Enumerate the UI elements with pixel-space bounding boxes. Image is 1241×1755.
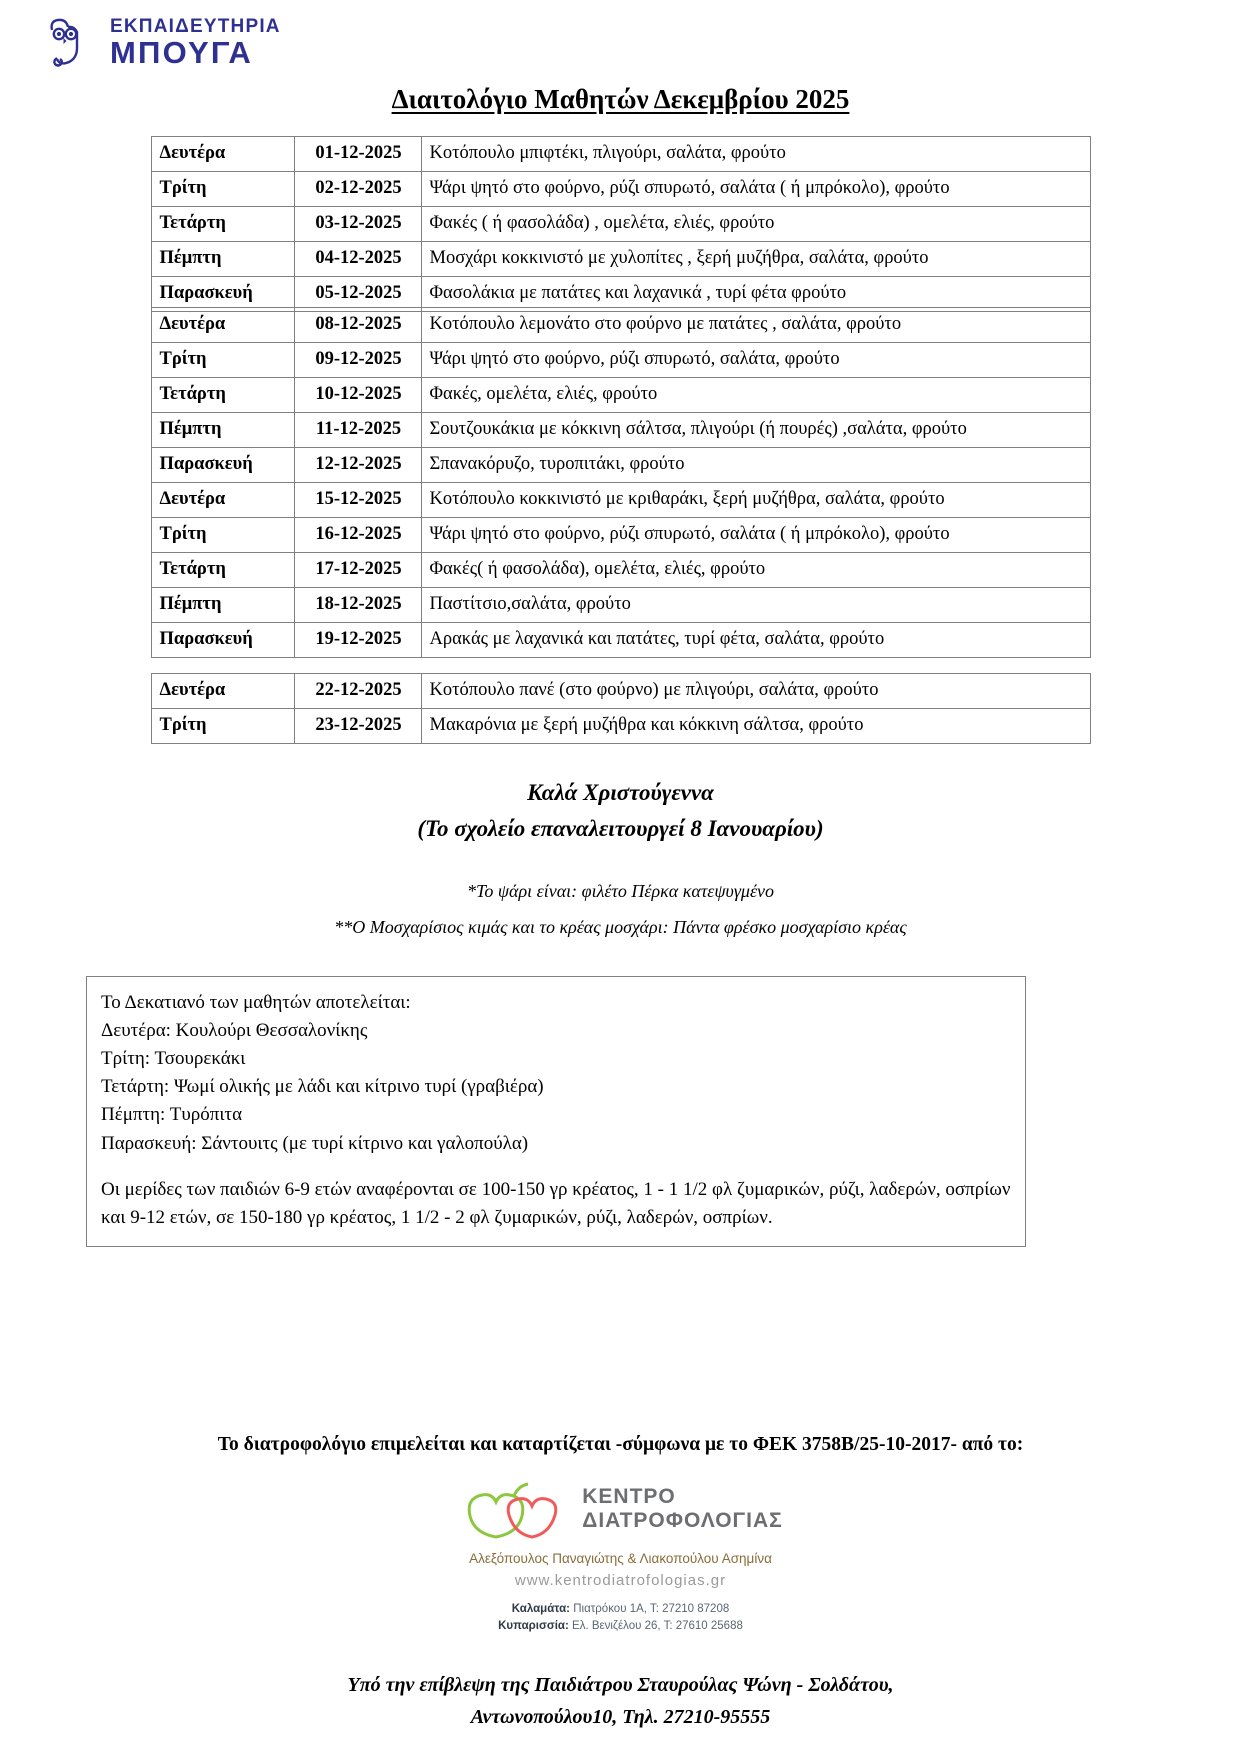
cell-meal: Μακαρόνια με ξερή μυζήθρα και κόκκινη σάλτσα, φρούτο [421, 709, 1090, 744]
portion-sizes-note: Οι μερίδες των παιδιών 6-9 ετών αναφέρονται σε 100-150 γρ κρέατος, 1 - 1 1/2 φλ ζυμαρικών, ρύζι, λαδερών, οσπρίων και 9-12 ετών, σε 150-180 γρ κρέατος, 1 1/2 - 2 φλ ζυμαρικών, ρύζι, λαδερών, οσπρίων. [101, 1178, 1011, 1228]
cell-meal: Αρακάς με λαχανικά και πατάτες, τυρί φέτα, σαλάτα, φρούτο [421, 623, 1090, 658]
cell-meal: Φακές( ή φασολάδα), ομελέτα, ελιές, φρούτο [421, 553, 1090, 588]
cell-date: 01-12-2025 [294, 137, 421, 172]
nutrition-center-name [582, 1485, 783, 1532]
nutrition-center-name-line2: ΔΙΑΤΡΟΦΟΛΟΓΙΑΣ [582, 1509, 783, 1532]
cell-meal: Φακές ( ή φασολάδα) , ομελέτα, ελιές, φρούτο [421, 207, 1090, 242]
footnote-beef: **Ο Μοσχαρίσιος κιμάς και το κρέας μοσχάρι: Πάντα φρέσκο μοσχαρίσιο κρέας [334, 917, 907, 937]
address-kalamata [0, 1601, 1241, 1618]
cell-day: Πέμπτη [151, 413, 294, 448]
menu-table-week-4 [151, 673, 1091, 744]
spacer [101, 1158, 1011, 1176]
cell-date: 17-12-2025 [294, 553, 421, 588]
footnote-fish: *Το ψάρι είναι: φιλέτο Πέρκα κατεψυγμένο [466, 881, 775, 901]
table-row [151, 207, 1090, 242]
cell-meal: Ψάρι ψητό στο φούρνο, ρύζι σπυρωτό, σαλάτα, φρούτο [421, 343, 1090, 378]
cell-day: Τρίτη [151, 172, 294, 207]
cell-day: Παρασκευή [151, 448, 294, 483]
week-table-wrapper-3 [0, 482, 1241, 658]
cell-date: 18-12-2025 [294, 588, 421, 623]
menu-table-week-1 [151, 136, 1091, 312]
cell-day: Τρίτη [151, 709, 294, 744]
cell-day: Τετάρτη [151, 207, 294, 242]
cell-day: Πέμπτη [151, 588, 294, 623]
cell-day: Τετάρτη [151, 378, 294, 413]
cell-meal: Κοτόπουλο κοκκινιστό με κριθαράκι, ξερή μυζήθρα, σαλάτα, φρούτο [421, 483, 1090, 518]
cell-meal: Φασολάκια με πατάτες και λαχανικά , τυρί φέτα φρούτο [421, 277, 1090, 312]
table-row [151, 308, 1090, 343]
cell-day: Πέμπτη [151, 242, 294, 277]
cell-meal: Ψάρι ψητό στο φούρνο, ρύζι σπυρωτό, σαλάτα ( ή μπρόκολο), φρούτο [421, 518, 1090, 553]
cell-meal: Παστίτσιο,σαλάτα, φρούτο [421, 588, 1090, 623]
cell-day: Δευτέρα [151, 308, 294, 343]
address-kyparissia-value: Ελ. Βενιζέλου 26, Τ: 27610 25688 [568, 1620, 743, 1633]
cell-date: 09-12-2025 [294, 343, 421, 378]
snack-item-wednesday: Τετάρτη: Ψωμί ολικής με λάδι και κίτρινο τυρί (γραβιέρα) [101, 1076, 544, 1098]
week-table-wrapper-1 [0, 136, 1241, 312]
cell-meal: Κοτόπουλο λεμονάτο στο φούρνο με πατάτες , σαλάτα, φρούτο [421, 308, 1090, 343]
table-row [151, 343, 1090, 378]
address-kyparissia [0, 1618, 1241, 1635]
address-kyparissia-label: Κυπαρισσία: [498, 1620, 569, 1633]
cell-date: 03-12-2025 [294, 207, 421, 242]
cell-day: Δευτέρα [151, 137, 294, 172]
cell-meal: Σπανακόρυζο, τυροπιτάκι, φρούτο [421, 448, 1090, 483]
week-table-wrapper-2 [0, 307, 1241, 483]
menu-table-week-2 [151, 307, 1091, 483]
snack-intro: Το Δεκατιανό των μαθητών αποτελείται: [101, 992, 411, 1013]
nutrition-center-url: www.kentrodiatrofologias.gr [514, 1572, 727, 1589]
table-row [151, 553, 1090, 588]
cell-day: Δευτέρα [151, 674, 294, 709]
table-row [151, 709, 1090, 744]
table-row [151, 413, 1090, 448]
cell-date: 15-12-2025 [294, 483, 421, 518]
nutrition-center-block [0, 1478, 1241, 1636]
cell-date: 11-12-2025 [294, 413, 421, 448]
table-row [151, 448, 1090, 483]
supervision-line-2: Αντωνοπούλου10, Τηλ. 27210-95555 [470, 1706, 771, 1728]
table-row [151, 378, 1090, 413]
cell-meal: Μοσχάρι κοκκινιστό με χυλοπίτες , ξερή μυζήθρα, σαλάτα, φρούτο [421, 242, 1090, 277]
address-kalamata-value: Πιατρόκου 1Α, Τ: 27210 87208 [570, 1603, 730, 1615]
fek-reference-line: Το διατροφολόγιο επιμελείται και καταρτίζεται -σύμφωνα με το ΦΕΚ 3758Β/25-10-2017- από το: [217, 1434, 1024, 1455]
cell-meal: Κοτόπουλο πανέ (στο φούρνο) με πλιγούρι, σαλάτα, φρούτο [421, 674, 1090, 709]
table-row [151, 588, 1090, 623]
snack-item-tuesday: Τρίτη: Τσουρεκάκι [101, 1048, 246, 1070]
cell-meal: Ψάρι ψητό στο φούρνο, ρύζι σπυρωτό, σαλάτα ( ή μπρόκολο), φρούτο [421, 172, 1090, 207]
christmas-greeting: Καλά Χριστούγεννα [527, 780, 714, 805]
cell-day: Τρίτη [151, 518, 294, 553]
address-kalamata-label: Καλαμάτα: [511, 1603, 571, 1615]
menu-table-week-3 [151, 482, 1091, 658]
nutrition-center-name-line1: ΚΕΝΤΡΟ [582, 1485, 676, 1509]
cell-date: 10-12-2025 [294, 378, 421, 413]
cell-day: Τρίτη [151, 343, 294, 378]
cell-meal: Σουτζουκάκια με κόκκινη σάλτσα, πλιγούρι (ή πουρές) ,σαλάτα, φρούτο [421, 413, 1090, 448]
cell-date: 16-12-2025 [294, 518, 421, 553]
owl-icon [44, 14, 102, 70]
cell-date: 02-12-2025 [294, 172, 421, 207]
cell-meal: Κοτόπουλο μπιφτέκι, πλιγούρι, σαλάτα, φρούτο [421, 137, 1090, 172]
supervision-line-1: Υπό την επίβλεψη της Παιδιάτρου Σταυρούλας Ψώνη - Σολδάτου, [347, 1674, 894, 1696]
school-logo-line2: ΜΠΟΥΓΑ [110, 34, 253, 70]
school-logo-text [110, 17, 281, 68]
cell-day: Παρασκευή [151, 277, 294, 312]
page-title: Διαιτολόγιο Μαθητών Δεκεμβρίου 2025 [391, 84, 850, 114]
cell-day: Παρασκευή [151, 623, 294, 658]
nutrition-center-people: Αλεξόπουλος Παναγιώτης & Λιακοπούλου Ασημίνα [469, 1551, 772, 1566]
table-row [151, 483, 1090, 518]
apple-heart-icon [458, 1478, 570, 1540]
cell-date: 05-12-2025 [294, 277, 421, 312]
cell-date: 08-12-2025 [294, 308, 421, 343]
snack-item-friday: Παρασκευή: Σάντουιτς (με τυρί κίτρινο και γαλοπούλα) [101, 1132, 529, 1154]
table-row [151, 623, 1090, 658]
school-reopen-note: (Το σχολείο επαναλειτουργεί 8 Ιανουαρίου) [417, 816, 824, 841]
week-table-wrapper-4 [0, 673, 1241, 744]
table-row [151, 242, 1090, 277]
table-row [151, 674, 1090, 709]
school-logo [44, 14, 281, 70]
cell-meal: Φακές, ομελέτα, ελιές, φρούτο [421, 378, 1090, 413]
table-row [151, 137, 1090, 172]
cell-day: Δευτέρα [151, 483, 294, 518]
table-row [151, 518, 1090, 553]
cell-date: 12-12-2025 [294, 448, 421, 483]
cell-date: 19-12-2025 [294, 623, 421, 658]
nutrition-center-logo [458, 1478, 783, 1540]
cell-date: 23-12-2025 [294, 709, 421, 744]
cell-date: 04-12-2025 [294, 242, 421, 277]
snack-item-monday: Δευτέρα: Κουλούρι Θεσσαλονίκης [101, 1020, 368, 1042]
school-logo-line1: ΕΚΠΑΙΔΕΥΤΗΡΙΑ [110, 15, 281, 37]
snack-info-box [86, 976, 1026, 1247]
nutrition-center-addresses [0, 1601, 1241, 1636]
cell-day: Τετάρτη [151, 553, 294, 588]
cell-date: 22-12-2025 [294, 674, 421, 709]
table-row [151, 172, 1090, 207]
snack-item-thursday: Πέμπτη: Τυρόπιτα [101, 1104, 243, 1126]
